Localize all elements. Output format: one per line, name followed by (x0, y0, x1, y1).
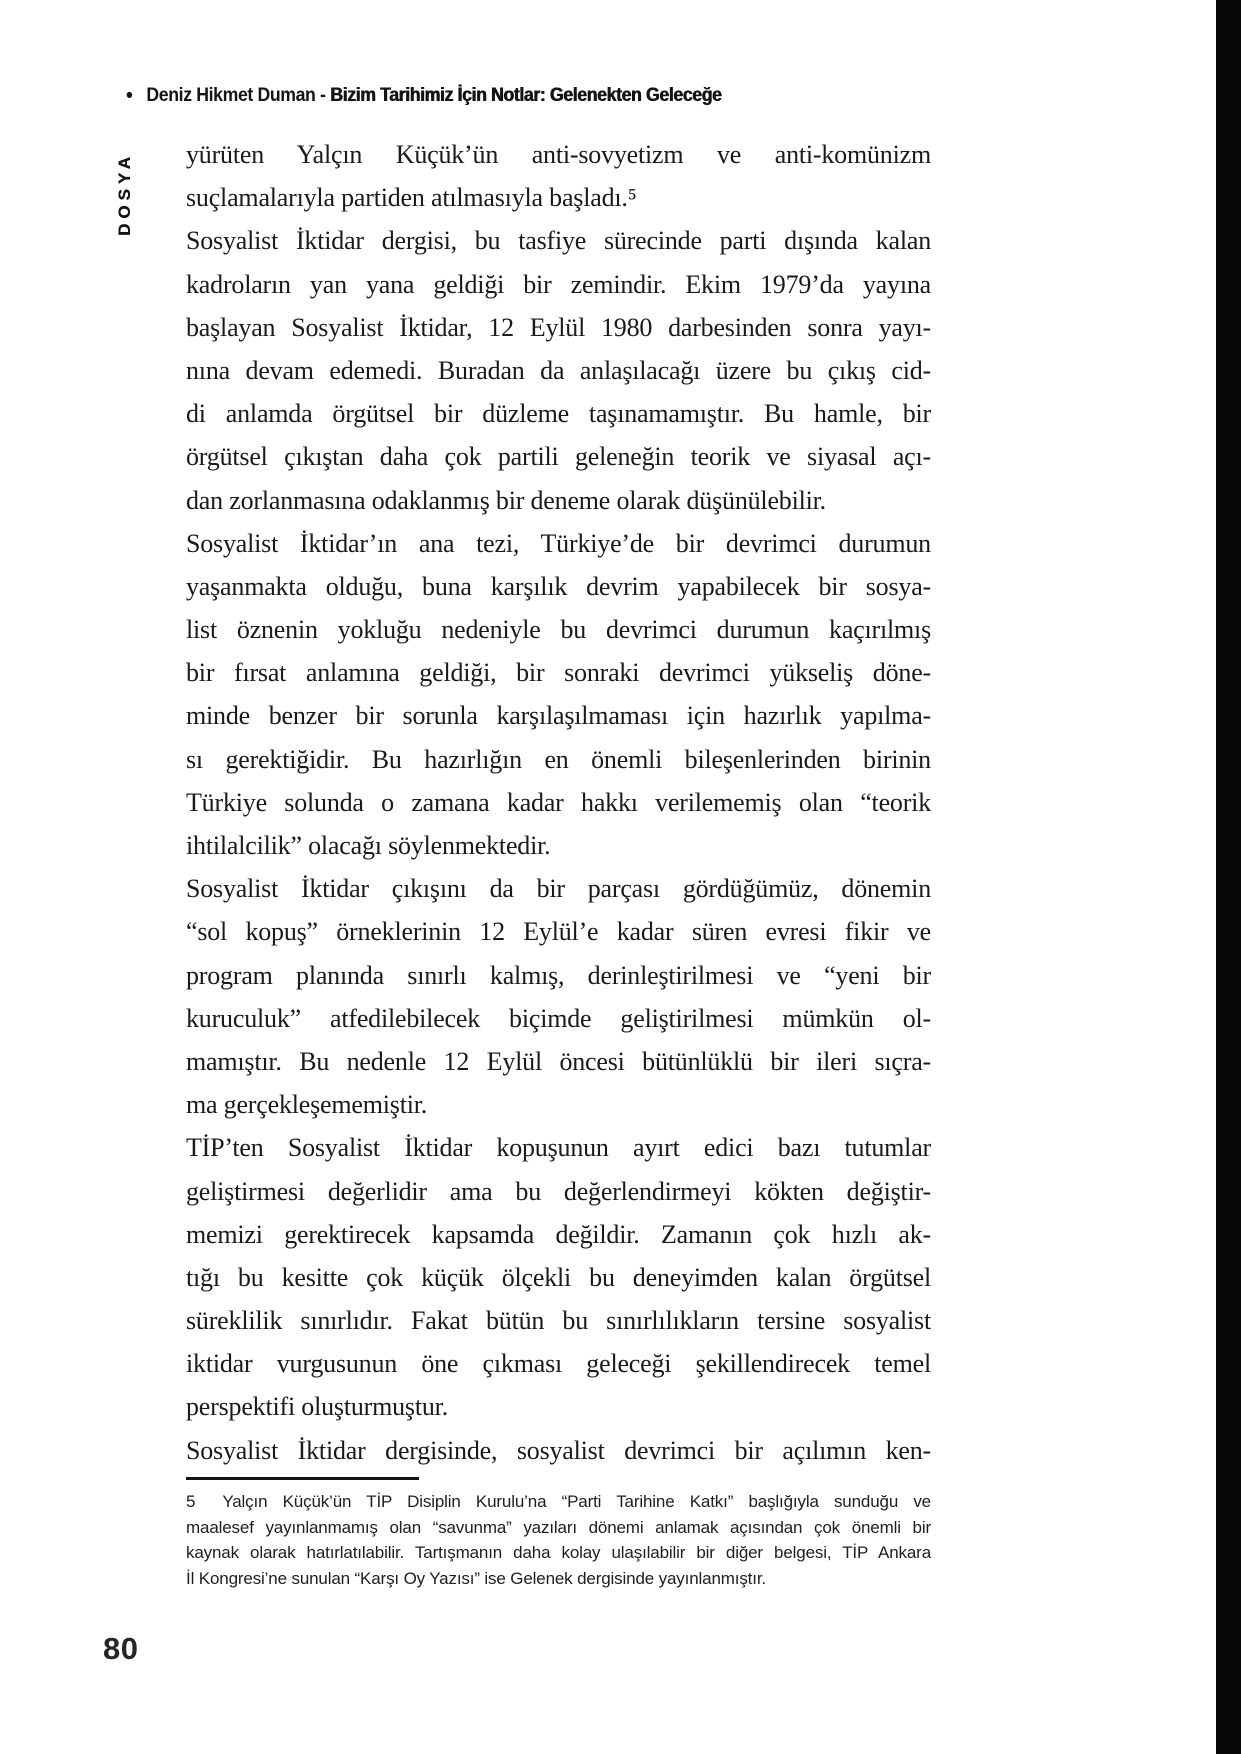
paragraph (186, 1126, 931, 1428)
text-line: yaşanmakta olduğu, buna karşılık devrim yapabilecek bir sosya- (186, 571, 931, 601)
text-line: mamıştır. Bu nedenle 12 Eylül öncesi bütünlüklü bir ileri sıçra- (186, 1046, 931, 1076)
text-line: nına devam edemedi. Buradan da anlaşılacağı üzere bu çıkış cid- (186, 355, 931, 385)
text-line: dan zorlanmasına odaklanmış bir deneme olarak düşünülebilir. (186, 485, 826, 515)
text-line: program planında sınırlı kalmış, derinleştirilmesi ve “yeni bir (186, 960, 931, 990)
header-title: Bizim Tarihimiz İçin Notlar: Gelenekten Geleceğe (330, 85, 722, 106)
text-line: di anlamda örgütsel bir düzleme taşınamamıştır. Bu hamle, bir (186, 399, 931, 429)
page-number: 80 (103, 1631, 139, 1666)
text-line: Türkiye solunda o zamana kadar hakkı verilememiş olan “teorik (186, 787, 931, 817)
header-author: Deniz Hikmet Duman (146, 85, 316, 106)
text-line: geliştirmesi değerlidir ama bu değerlendirmeyi kökten değiştir- (186, 1176, 931, 1206)
text-line: ma gerçekleşememiştir. (186, 1090, 428, 1120)
text-line: kadroların yan yana geldiği bir zemindir. Ekim 1979’da yayına (186, 269, 931, 299)
text-line: Sosyalist İktidar dergisinde, sosyalist devrimci bir açılımın ken- (186, 1435, 931, 1465)
paragraph (186, 522, 931, 868)
footnote-line: 5 Yalçın Küçük’ün TİP Disiplin Kurulu’na “Parti Tarihine Katkı” başlığıyla sunduğu ve (186, 1489, 931, 1515)
footnote (186, 1489, 931, 1591)
footnote-line: kaynak olarak hatırlatılabilir. Tartışmanın daha kolay ulaşılabilir bir diğer belgesi, TİP Ankara (186, 1543, 931, 1562)
footnote-separator (186, 1477, 419, 1480)
footnote-line: İl Kongresi’ne sunulan “Karşı Oy Yazısı” ise Gelenek dergisinde yayınlanmıştır. (186, 1568, 766, 1588)
header-separator: - (315, 85, 331, 106)
text-line: iktidar vurgusunun öne çıkması geleceği şekillendirecek temel (186, 1349, 931, 1379)
text-line: memizi gerektirecek kapsamda değildir. Zamanın çok hızlı ak- (186, 1219, 931, 1249)
text-line: tığı bu kesitte çok küçük ölçekli bu deneyimden kalan örgütsel (186, 1262, 931, 1292)
text-line: kuruculuk” atfedilebilecek biçimde geliştirilmesi mümkün ol- (186, 1003, 931, 1033)
text-line: ihtilalcilik” olacağı söylenmektedir. (186, 831, 551, 860)
text-line: perspektifi oluşturmuştur. (186, 1392, 448, 1422)
paragraph (186, 867, 931, 1126)
text-line: suçlamalarıyla partiden atılmasıyla başladı.⁵ (186, 183, 637, 213)
section-label-dosya (108, 116, 142, 236)
text-line: sı gerektiğidir. Bu hazırlığın en önemli bileşenlerinden birinin (186, 744, 931, 774)
text-line: Sosyalist İktidar çıkışını da bir parçası gördüğümüz, dönemin (186, 874, 931, 904)
text-line: süreklilik sınırlıdır. Fakat bütün bu sınırlılıkların tersine sosyalist (186, 1306, 931, 1336)
body-text (186, 133, 931, 1472)
paragraph (186, 219, 931, 521)
text-line: bir fırsat anlamına geldiği, bir sonraki devrimci yükseliş döne- (186, 658, 931, 688)
running-header (126, 84, 721, 107)
header-bullet-icon: • (126, 84, 133, 107)
text-line: Sosyalist İktidar’ın ana tezi, Türkiye’de bir devrimci durumun (186, 528, 931, 558)
text-line: “sol kopuş” örneklerinin 12 Eylül’e kadar süren evresi fikir ve (186, 917, 931, 947)
text-line: yürüten Yalçın Küçük’ün anti-sovyetizm ve anti-komünizm (186, 140, 931, 169)
footnote-marker: 5 (186, 1492, 196, 1511)
text-line: başlayan Sosyalist İktidar, 12 Eylül 1980 darbesinden sonra yayı- (186, 312, 931, 342)
text-line: minde benzer bir sorunla karşılaşılmaması için hazırlık yapılma- (186, 701, 931, 731)
page-edge-bar (1216, 0, 1241, 1754)
text-line: list öznenin yokluğu nedeniyle bu devrimci durumun kaçırılmış (186, 615, 931, 645)
section-label-text: DOSYA (115, 152, 134, 236)
footnote-line: maalesef yayınlanmamış olan “savunma” yazıları dönemi anlamak açısından çok önemli bir (186, 1517, 931, 1537)
paragraph (186, 1429, 931, 1472)
text-line: TİP’ten Sosyalist İktidar kopuşunun ayırt edici bazı tutumlar (186, 1133, 931, 1163)
text-line: Sosyalist İktidar dergisi, bu tasfiye sürecinde parti dışında kalan (186, 226, 931, 256)
paragraph (186, 133, 931, 219)
text-line: örgütsel çıkıştan daha çok partili geleneğin teorik ve siyasal açı- (186, 442, 931, 472)
